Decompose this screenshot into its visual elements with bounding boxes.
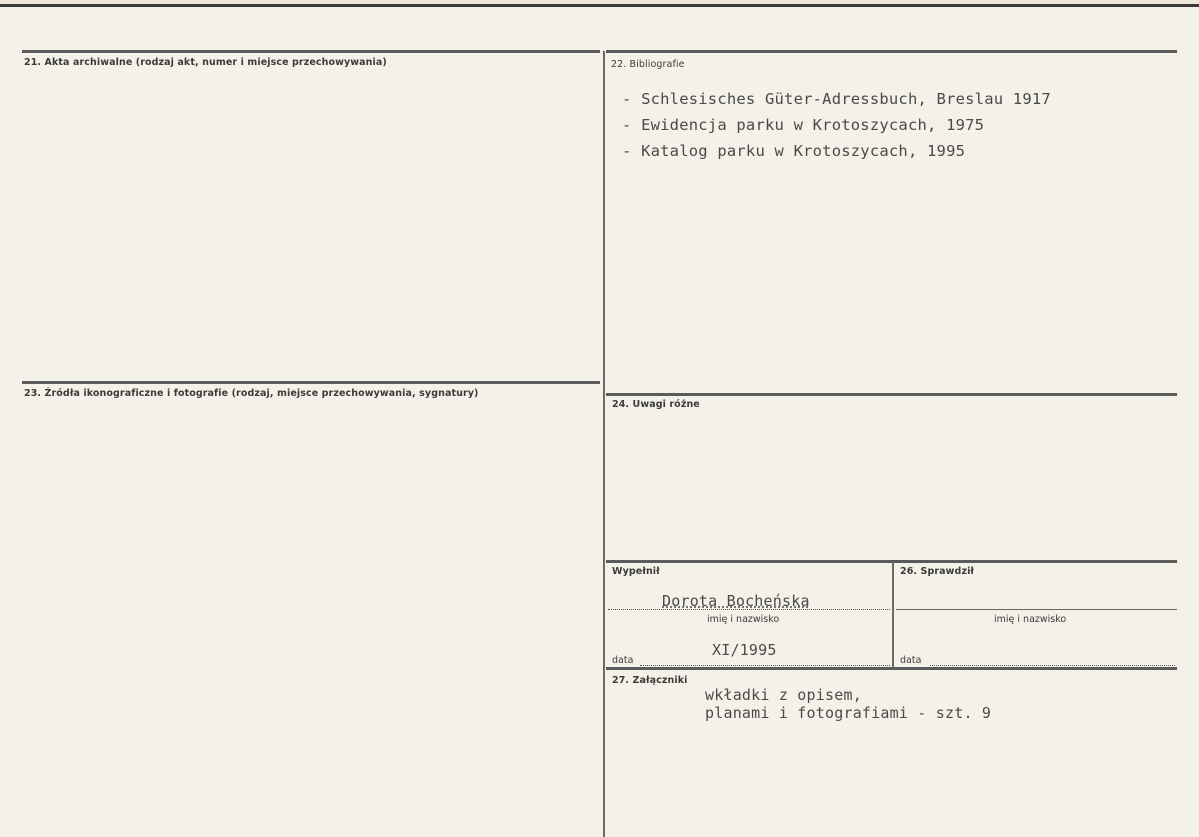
section-22-top-rule [606,50,1177,53]
bibliography-entry-2: - Ewidencja parku w Krotoszycach, 1975 [622,116,985,134]
signature-block-divider [892,562,894,667]
filled-by-name-line [608,609,890,610]
section-23-top-rule [22,381,600,384]
section-27-label: 27. Załączniki [612,675,688,686]
attachments-line-1: wkładki z opisem, [705,686,862,704]
section-27-top-rule [606,667,1177,670]
section-21-label: 21. Akta archiwalne (rodzaj akt, numer i miejsce przechowywania) [24,57,387,68]
filled-by-date-label: data [612,655,634,666]
bibliography-entry-3: - Katalog parku w Krotoszycach, 1995 [622,142,966,160]
filled-by-date-line [640,665,890,666]
attachments-line-2: planami i fotografiami - szt. 9 [705,704,992,722]
checked-by-name-line [896,609,1177,610]
filled-by-label: Wypełnił [612,566,660,577]
form-card [0,4,1199,837]
section-24-label: 24. Uwagi różne [612,399,700,410]
section-22-label: 22. Bibliografie [611,59,685,70]
filled-by-date: XI/1995 [712,641,777,659]
filled-by-name: Dorota Bocheńska [662,592,810,610]
section-24-top-rule [606,393,1177,396]
bibliography-entry-1: - Schlesisches Güter-Adressbuch, Breslau 1917 [622,90,1051,108]
section-21-top-rule [22,50,600,53]
filled-by-name-caption: imię i nazwisko [707,614,780,625]
checked-by-name-caption: imię i nazwisko [994,614,1067,625]
checked-by-label: 26. Sprawdził [900,566,975,577]
checked-by-date-line [930,665,1175,666]
section-23-label: 23. Źródła ikonograficzne i fotografie (rodzaj, miejsce przechowywania, sygnatury) [24,388,479,399]
center-divider [603,51,605,837]
checked-by-date-label: data [900,655,922,666]
